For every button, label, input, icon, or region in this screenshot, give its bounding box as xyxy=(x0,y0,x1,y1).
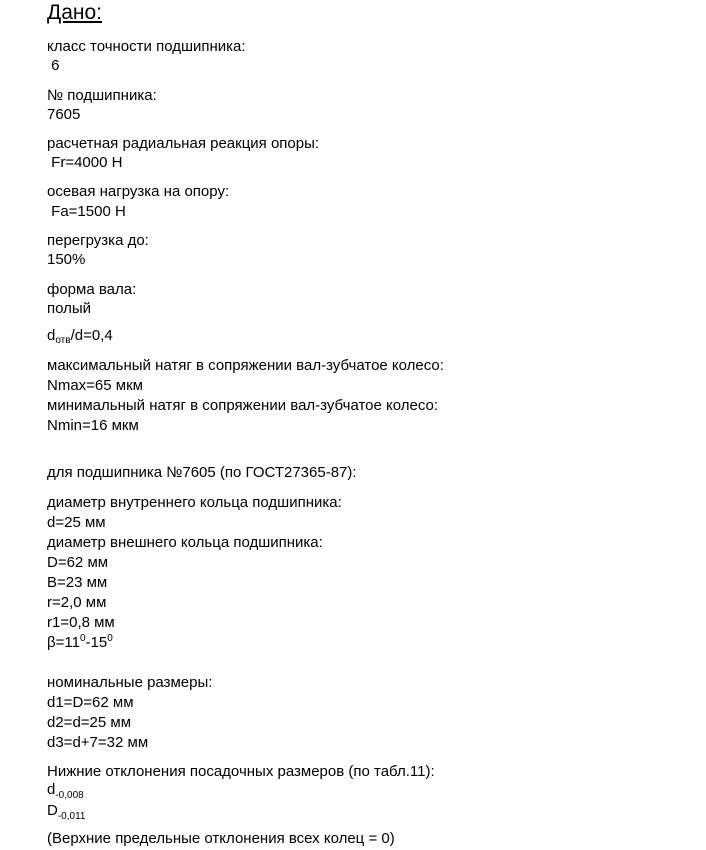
bearing-header: для подшипника №7605 (по ГОСТ27365-87): xyxy=(47,464,357,481)
nmin-label: минимальный натяг в сопряжении вал-зубчатое колесо: xyxy=(47,397,439,414)
deviation-D xyxy=(47,802,85,822)
shaft-form-label: форма вала: xyxy=(47,281,137,298)
nominal-label: номинальные размеры: xyxy=(47,674,213,691)
hole-ratio-d: d xyxy=(47,327,56,344)
r1-value: r1=0,8 мм xyxy=(47,614,115,631)
nominal-d1: d1=D=62 мм xyxy=(47,694,134,711)
deviation-d-sub: -0,008 xyxy=(55,790,84,801)
axial-load-label: осевая нагрузка на опору: xyxy=(47,183,230,200)
nmin-value: Nmin=16 мкм xyxy=(47,417,139,434)
accuracy-class-label: класс точности подшипника: xyxy=(47,38,246,55)
beta-part-b: -15 xyxy=(85,634,108,651)
inner-ring-label: диаметр внутреннего кольца подшипника: xyxy=(47,494,342,511)
outer-diameter-value: D=62 мм xyxy=(47,554,109,571)
nmax-label: максимальный натяг в сопряжении вал-зубчатое колесо: xyxy=(47,357,444,374)
overload-value: 150% xyxy=(47,251,86,268)
deviations-note: (Верхние предельные отклонения всех колец = 0) xyxy=(47,830,395,847)
deviation-D-sub: -0,011 xyxy=(57,811,86,822)
nominal-d2: d2=d=25 мм xyxy=(47,714,132,731)
beta-part-a: β=11 xyxy=(47,634,80,651)
inner-ring-value: d=25 мм xyxy=(47,514,106,531)
hole-ratio-rest: /d=0,4 xyxy=(70,327,113,344)
nominal-d3: d3=d+7=32 мм xyxy=(47,734,149,751)
beta-sup-1: 0 xyxy=(79,633,86,644)
hole-ratio xyxy=(47,327,113,345)
deviation-d-main: d xyxy=(47,781,56,798)
nmax-value: Nmax=65 мкм xyxy=(47,377,143,394)
bearing-number-value: 7605 xyxy=(47,106,81,123)
beta-value xyxy=(47,634,113,652)
deviation-D-main: D xyxy=(47,802,58,819)
deviations-label: Нижние отклонения посадочных размеров (по табл.11): xyxy=(47,763,435,780)
beta-sup-2: 0 xyxy=(107,633,113,644)
deviation-d xyxy=(47,781,84,801)
axial-load-value: Fa=1500 Н xyxy=(47,203,126,220)
shaft-form-value: полый xyxy=(47,300,92,317)
radial-reaction-value: Fr=4000 Н xyxy=(47,154,123,171)
outer-ring-label: диаметр внешнего кольца подшипника: xyxy=(47,534,323,551)
page-title: Дано: xyxy=(47,1,103,24)
overload-label: перегрузка до: xyxy=(47,232,149,249)
width-value: B=23 мм xyxy=(47,574,108,591)
bearing-number-label: № подшипника: xyxy=(47,87,157,104)
radial-reaction-label: расчетная радиальная реакция опоры: xyxy=(47,135,320,152)
hole-ratio-sub: отв xyxy=(55,335,71,346)
r-value: r=2,0 мм xyxy=(47,594,107,611)
accuracy-class-value: 6 xyxy=(47,57,60,74)
